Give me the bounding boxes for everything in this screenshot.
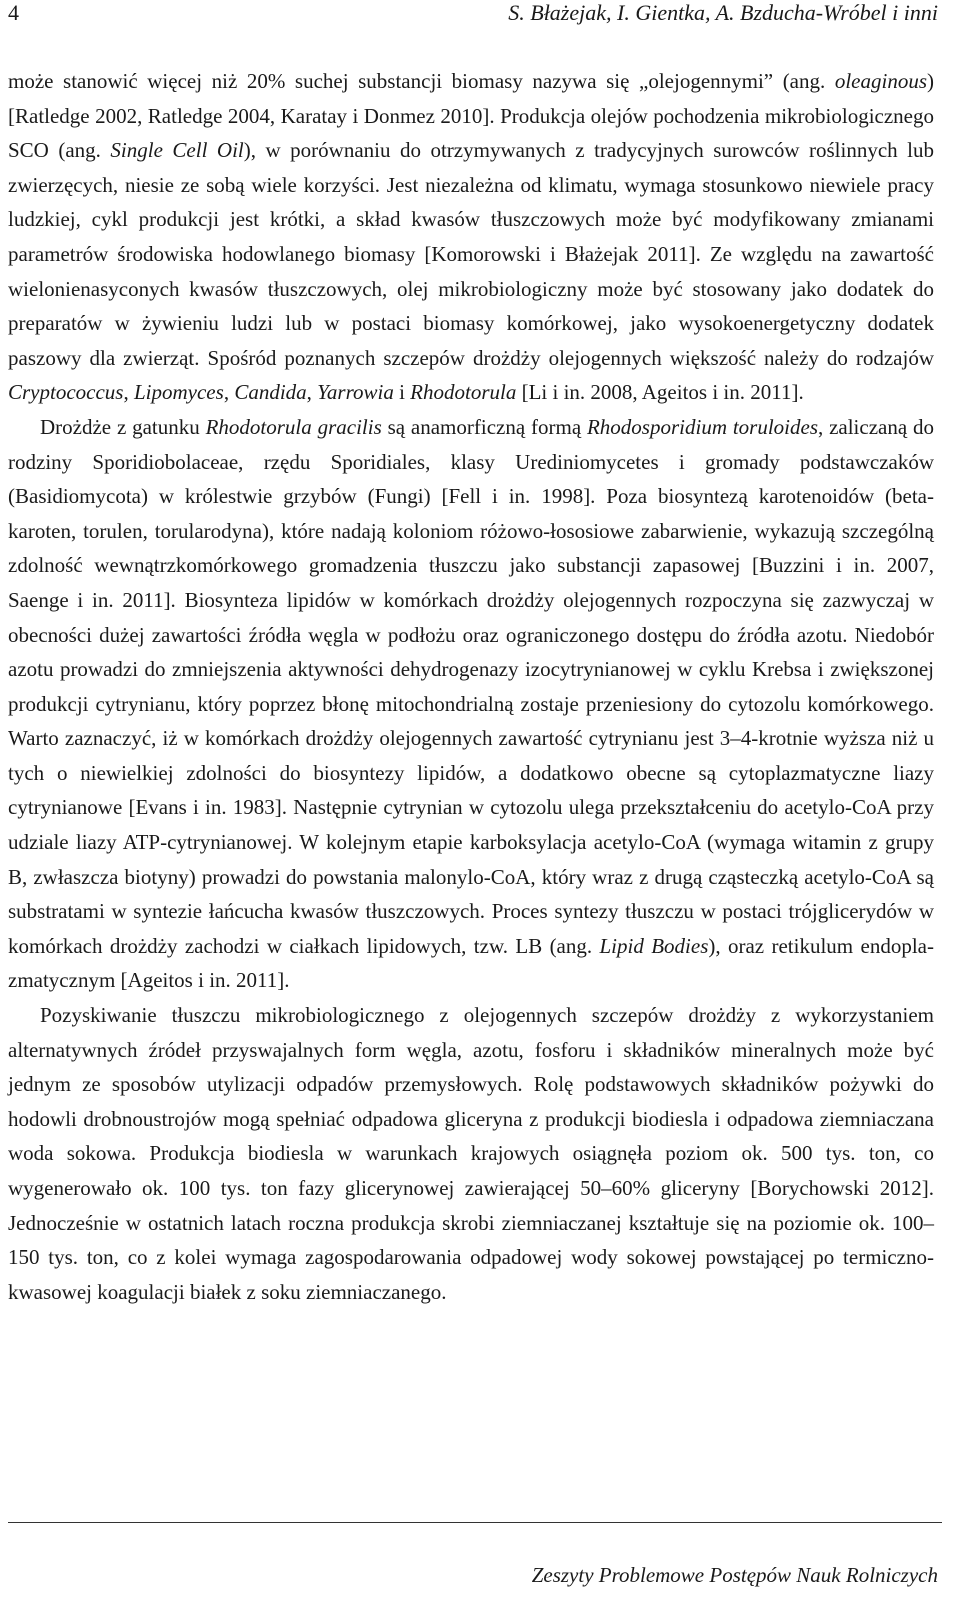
text-run: ) [Ratledge 2002, Ratledge 2004, Karatay i Donmez 2010]. Produkcja olejów pochodzenia mikrobiologicznego SCO (ang. [8, 69, 934, 163]
footer-rule [8, 1522, 942, 1523]
italic-term: Lipomyces [133, 380, 224, 405]
text-run: , [223, 380, 235, 405]
italic-term: Lipid Bodies [599, 933, 709, 958]
text-run: Pozyskiwanie tłuszczu mikrobiologicznego z olejogennych szczepów drożdży z wykorzystaniem alternatywnych źródeł przyswajalnych form węgla, azotu, fosforu i składników mineralnych może być jednym ze sposobów utylizacji odpadów przemysłowych. Rolę podstawowych składników pożywki do hodowli drobnoustrojów mogą spełniać odpadowa gliceryna z produkcji biodiesla i odpadowa ziemniaczana woda sokowa. Produkcja biodiesla w warunkach krajowych osiągnęła poziom ok. 500 tys. ton, co wygenerowało ok. 100 tys. ton fazy glicerynowej zawierającej 50–60% gliceryny [Borychowski 2012]. Jednocześnie w ostatnich latach roczna produkcja skrobi ziemniaczanej kształtuje się na poziomie ok. 100–150 tys. ton, co z kolei wymaga zagospodarowania odpadowej wody sokowej powstającej po termiczno-kwasowej koagulacji białek z soku ziemniaczanego. [8, 1003, 934, 1304]
text-run: Drożdże z gatunku [40, 414, 206, 439]
italic-term: Candida [234, 380, 307, 405]
italic-term: Rhodotorula [410, 380, 517, 405]
paragraph [8, 64, 934, 410]
paragraph [8, 410, 934, 998]
text-run: ), oraz retikulum endoplazmatycznym [Ageitos i in. 2011]. [8, 933, 934, 993]
page-number: 4 [8, 0, 19, 25]
text-run: , [123, 380, 134, 405]
italic-term: oleaginous [834, 69, 927, 93]
text-run: , [306, 380, 318, 405]
italic-term: Rhodotorula gracilis [205, 414, 382, 439]
text-run: , zaliczaną do rodziny Sporidiobolaceae, rzędu Sporidiales, klasy Urediniomycetes i gromady podstawczaków (Basidiomycota) w królestwie grzybów (Fungi) [Fell i in. 1998]. Poza biosyntezą karotenoidów (beta-karoten, torulen, torularodyna), które nadają koloniom różowo-łososiowe zabarwienie, wykazują szczególną zdolność wewnątrzkomórkowego gromadzenia tłuszczu jako substancji zapasowej [Buzzini i in. 2007, Saenge i in. 2011]. Biosynteza lipidów w komórkach drożdży olejogennych rozpoczyna się zazwyczaj w obecności dużej zawartości źródła węgla w podłożu oraz ograniczonego dostępu do źródła azotu. Niedobór azotu prowadzi do zmniejszenia aktywności dehydrogenazy izocytrynianowej w cyklu Krebsa i zwiększonej produkcji cytrynianu, który poprzez błonę mitochondrialną zostaje przeniesiony do cytozolu komórkowego. Warto zaznaczyć, iż w komórkach drożdży olejogennych zawartość cytrynianu jest 3–4-krotnie wyższa niż u tych o niewielkiej zdolności do biosyntezy lipidów, a dodatkowo obecne są cytoplazmatyczne liazy cytrynianowe [Evans i in. 1983]. Następnie cytrynian w cytozolu ulega przekształceniu do acetylo-CoA przy udziale liazy ATP-cytrynianowej. W kolejnym etapie karboksylacja acetylo-CoA (wymaga witamin z grupy B, zwłaszcza biotyny) prowadzi do powstania malonylo-CoA, który wraz z drugą cząsteczką acetylo-CoA są substratami w syntezie łańcucha kwasów tłuszczowych. Proces syntezy tłuszczu w postaci trójglicerydów w komórkach drożdży zachodzi w ciałkach lipidowych, tzw. LB (ang. [8, 414, 934, 958]
article-body [8, 64, 934, 1309]
italic-term: Yarrowia [317, 380, 394, 405]
running-head-authors: S. Błażejak, I. Gientka, A. Bzducha-Wróbel i inni [508, 0, 938, 25]
text-run: i [393, 380, 411, 405]
text-run: może stanowić więcej niż 20% suchej substancji biomasy nazywa się „olejogennymi” (ang. [8, 69, 835, 93]
journal-footer: Zeszyty Problemowe Postępów Nauk Rolniczych [531, 1563, 938, 1587]
italic-term: Rhodosporidium toruloides [586, 414, 818, 439]
text-run: [Li i in. 2008, Ageitos i in. 2011]. [516, 380, 804, 405]
text-run: ), w porównaniu do otrzymywanych z tradycyjnych surowców roślinnych lub zwierzęcych, niesie ze sobą wiele korzyści. Jest niezależna od klimatu, wymaga stosunkowo niewiele pracy ludzkiej, cykl produkcji jest krótki, a skład kwasów tłuszczowych może być modyfikowany zmianami parametrów środowiska hodowlanego biomasy [Komorowski i Błażejak 2011]. Ze względu na zawartość wielonienasyconych kwasów tłuszczowych, olej mikrobiologiczny może być stosowany jako dodatek do preparatów w żywieniu ludzi lub w postaci biomasy komórkowej, jako wysokoenergetyczny dodatek paszowy dla zwierząt. Spośród poznanych szczepów drożdży olejogennych większość należy do rodzajów [8, 138, 935, 370]
page-header [0, 0, 960, 40]
italic-term: Single Cell Oil [110, 138, 244, 163]
paragraph [8, 998, 934, 1309]
text-run: są anamorficzną formą [381, 414, 587, 439]
italic-term: Cryptococcus [8, 380, 124, 405]
